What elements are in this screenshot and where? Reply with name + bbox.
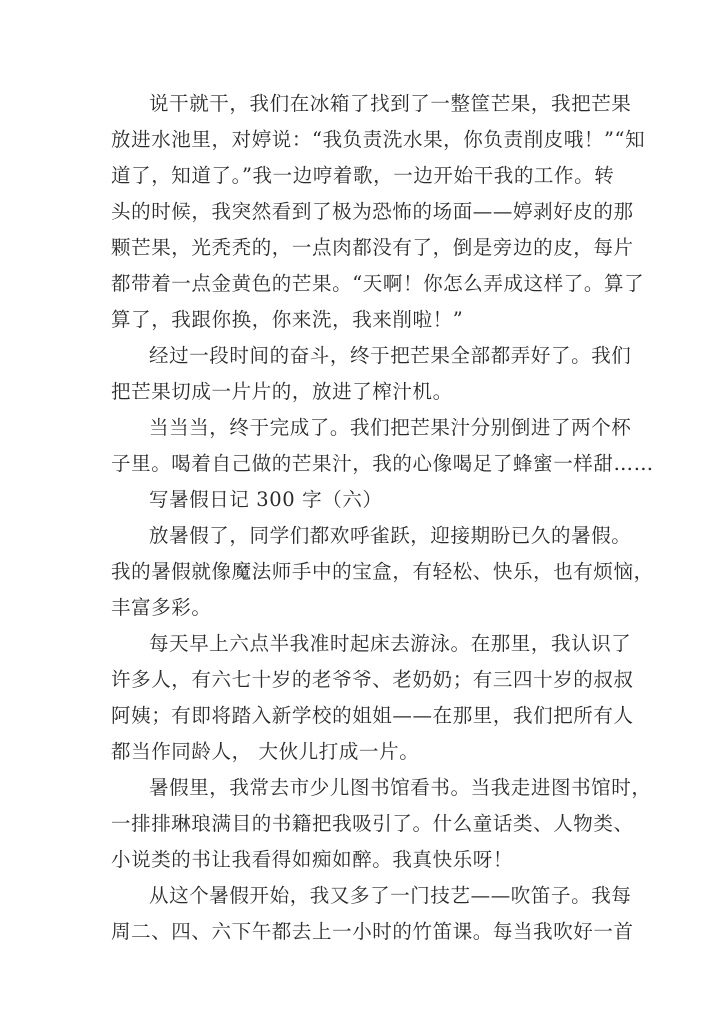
text-line: 许多人，有六七十岁的老爷爷、老奶奶；有三四十岁的叔叔 bbox=[111, 668, 634, 691]
section-heading: 写暑假日记 300 字（六） bbox=[149, 488, 383, 511]
text-line: 都当作同龄人， 大伙儿打成一片。 bbox=[111, 740, 420, 763]
text-line: 小说类的书让我看得如痴如醉。我真快乐呀！ bbox=[111, 848, 514, 871]
text-line: 头的时候，我突然看到了极为恐怖的场面——婷剥好皮的那 bbox=[111, 200, 634, 223]
diary-text bbox=[111, 86, 654, 950]
text-line: 子里。喝着自己做的芒果汁，我的心像喝足了蜂蜜一样甜…… bbox=[111, 452, 654, 475]
text-line: 丰富多彩。 bbox=[111, 596, 212, 619]
text-line: 我的暑假就像魔法师手中的宝盒，有轻松、快乐，也有烦恼， bbox=[111, 560, 654, 583]
text-line: 阿姨；有即将踏入新学校的姐姐——在那里，我们把所有人 bbox=[111, 704, 634, 727]
text-line: 放暑假了，同学们都欢呼雀跃，迎接期盼已久的暑假。 bbox=[149, 524, 632, 547]
text-line: 说干就干，我们在冰箱了找到了一整筐芒果，我把芒果 bbox=[149, 92, 632, 115]
text-line: 把芒果切成一片片的，放进了榨汁机。 bbox=[111, 380, 453, 403]
text-line: 道了，知道了。”我一边哼着歌，一边开始干我的工作。转 bbox=[111, 164, 615, 187]
text-line: 每天早上六点半我准时起床去游泳。在那里，我认识了 bbox=[149, 632, 632, 655]
text-line: 暑假里，我常去市少儿图书馆看书。当我走进图书馆时， bbox=[149, 776, 652, 799]
text-line: 放进水池里，对婷说：“我负责洗水果，你负责削皮哦！”“知 bbox=[111, 128, 646, 151]
text-line: 当当当，终于完成了。我们把芒果汁分别倒进了两个杯 bbox=[149, 416, 632, 439]
text-line: 一排排琳琅满目的书籍把我吸引了。什么童话类、人物类、 bbox=[111, 812, 634, 835]
text-line: 周二、四、六下午都去上一小时的竹笛课。每当我吹好一首 bbox=[111, 920, 634, 943]
text-line: 算了，我跟你换，你来洗，我来削啦！” bbox=[111, 308, 464, 331]
text-line: 都带着一点金黄色的芒果。“天啊！你怎么弄成这样了。算了 bbox=[111, 272, 645, 295]
text-line: 经过一段时间的奋斗，终于把芒果全部都弄好了。我们 bbox=[149, 344, 632, 367]
text-line: 从这个暑假开始，我又多了一门技艺——吹笛子。我每 bbox=[149, 884, 632, 907]
text-line: 颗芒果，光秃秃的，一点肉都没有了，倒是旁边的皮，每片 bbox=[111, 236, 634, 259]
